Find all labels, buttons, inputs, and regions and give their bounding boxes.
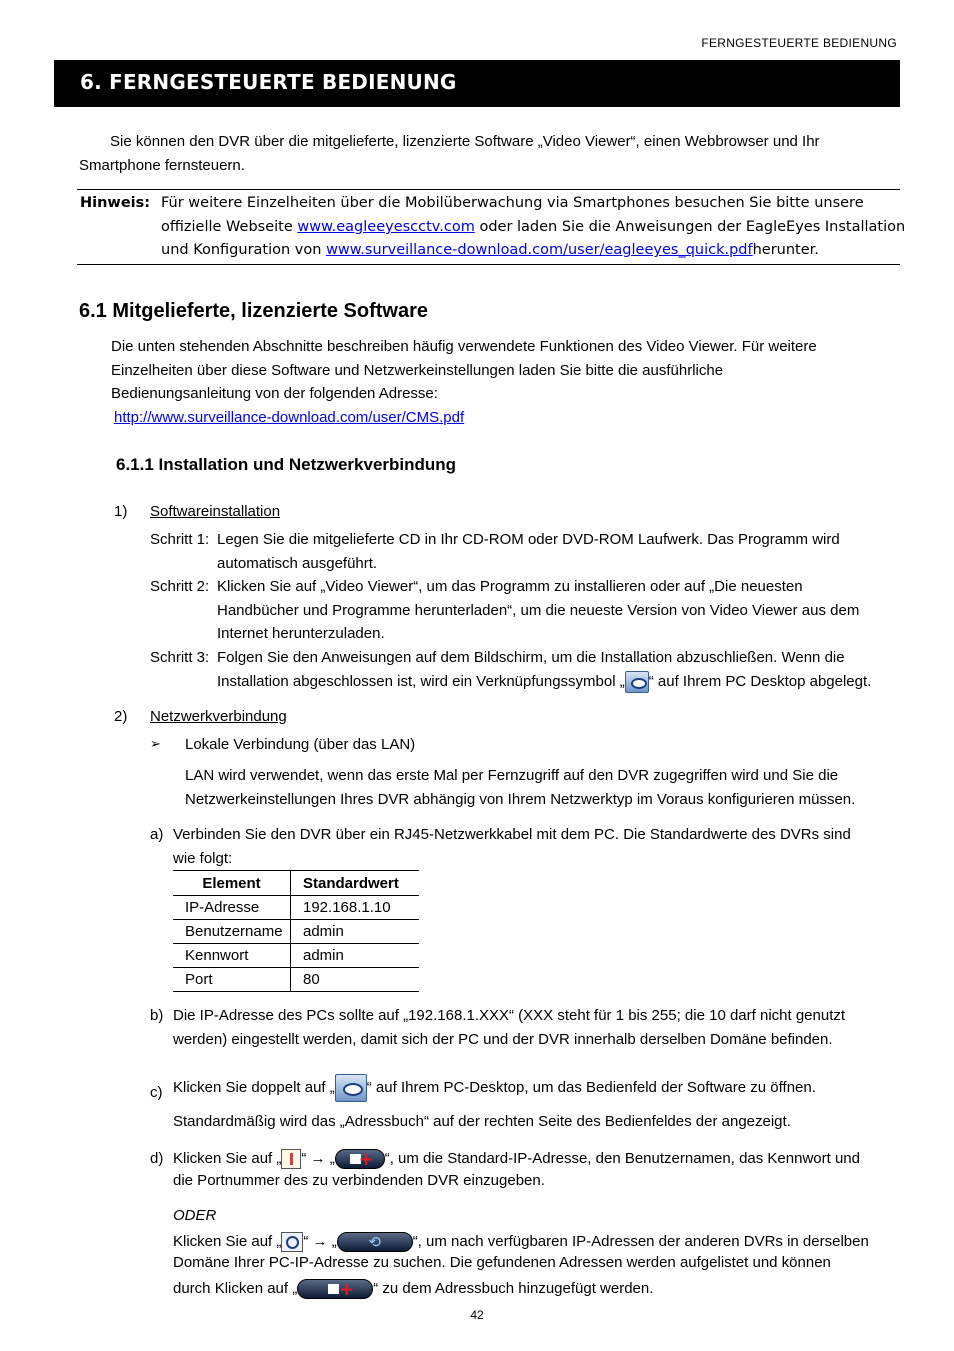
add-to-address-book-icon: + [297,1279,373,1299]
step-c-text: Klicken Sie doppelt auf „ [173,1079,335,1096]
note-line-1: Für weitere Einzelheiten über die Mobilüberwachung via Smartphones besuchen Sie bitte unsere [161,195,864,211]
item-1-title: Softwareinstallation [150,503,281,520]
step-1-line-1: Legen Sie die mitgelieferte CD in Ihr CD-ROM oder DVD-ROM Laufwerk. Das Programm wird [217,531,840,548]
table-cell: Port [173,968,291,992]
item-2-number: 2) [114,708,128,725]
step-b-line-1: Die IP-Adresse des PCs sollte auf „192.168.1.XXX“ (XXX steht für 1 bis 255; die 10 darf nicht genutzt [173,1007,846,1024]
search-icon [281,1232,303,1252]
step-1-label: Schritt 1: [150,531,210,548]
step-e-text: “ zu dem Adressbuch hinzugefügt werden. [373,1280,654,1297]
step-3-text: Installation abgeschlossen ist, wird ein Verknüpfungssymbol „ [217,673,625,690]
step-e-line-1 [173,1230,869,1254]
table-header-element: Element [173,871,291,896]
cms-manual-link[interactable]: http://www.surveillance-download.com/user/CMS.pdf [114,409,465,426]
running-header: FERNGESTEUERTE BEDIENUNG [701,36,897,50]
step-c-text: “ auf Ihrem PC-Desktop, um das Bedienfeld der Software zu öffnen. [366,1079,816,1096]
chapter-title-bar [54,60,900,107]
eagleeyes-quick-guide-link[interactable]: www.surveillance-download.com/user/eagleeyes_quick.pdf [326,242,753,258]
table-cell: 80 [291,968,420,992]
step-2-line-3: Internet herunterzuladen. [217,625,385,642]
lan-line-2: Netzwerkeinstellungen Ihres DVR abhängig von Ihrem Netzwerktyp im Voraus konfigurieren müssen. [185,791,856,808]
step-d-line-1 [173,1147,860,1171]
section-6-1-line-1: Die unten stehenden Abschnitte beschreiben häufig verwendete Funktionen des Video Viewer. Für weitere [111,338,817,355]
table-cell: admin [291,920,420,944]
section-6-1-line-2: Einzelheiten über diese Software und Netzwerkeinstellungen laden Sie bitte die ausführliche [111,362,724,379]
step-3-text: “ auf Ihrem PC Desktop abgelegt. [648,673,872,690]
lan-line-1: LAN wird verwendet, wenn das erste Mal per Fernzugriff auf den DVR zugegriffen wird und Sie die [185,767,839,784]
step-a-line-2: wie folgt: [173,850,233,867]
lan-subtitle: Lokale Verbindung (über das LAN) [185,736,416,753]
table-row [173,896,419,920]
step-d-line-2: die Portnummer des zu verbindenden DVR einzugeben. [173,1172,545,1189]
step-e-line-3 [173,1277,653,1301]
video-viewer-shortcut-icon [625,671,649,693]
step-2-line-1: Klicken Sie auf „Video Viewer“, um das Programm zu installieren oder auf „Die neuesten [217,578,803,595]
note-bottom-rule [77,264,900,265]
item-2-title: Netzwerkverbindung [150,708,287,725]
note-label: Hinweis: [80,195,151,211]
table-header-default: Standardwert [291,871,420,896]
step-a-line-1: Verbinden Sie den DVR über ein RJ45-Netzwerkkabel mit dem PC. Die Standardwerte des DVRs sind [173,826,851,843]
table-cell: admin [291,944,420,968]
table-row [173,920,419,944]
table-cell: Benutzername [173,920,291,944]
note-line-2 [161,216,905,240]
step-c-line-2: Standardmäßig wird das „Adressbuch“ auf der rechten Seite des Bedienfeldes der angezeigt. [173,1113,791,1130]
intro-line-2: Smartphone fernsteuern. [79,157,245,174]
table-cell: IP-Adresse [173,896,291,920]
section-6-1-title: 6.1 Mitgelieferte, lizenzierte Software [79,300,428,322]
step-b-label: b) [150,1007,164,1024]
step-c-line-1 [173,1072,816,1104]
step-3-label: Schritt 3: [150,649,210,666]
table-row [173,944,419,968]
step-a-label: a) [150,826,164,843]
bullet-arrow-icon: ➢ [150,737,161,752]
add-dvr-icon: + [335,1149,385,1169]
step-3-line-2 [217,670,871,694]
step-e-line-2: Domäne Ihrer PC-IP-Adresse zu suchen. Die gefundenen Adressen werden aufgelistet und können [173,1254,831,1271]
chapter-title: 6. FERNGESTEUERTE BEDIENUNG [80,70,457,94]
note-text: herunter. [752,242,819,258]
table-row [173,968,419,992]
section-6-1-line-3: Bedienungsanleitung von der folgenden Adresse: [111,385,438,402]
note-text: und Konfiguration von [161,242,327,258]
step-2-label: Schritt 2: [150,578,210,595]
step-d-text: “ → „ [301,1150,335,1167]
step-b-line-2: werden) eingestellt werden, damit sich der PC und der DVR innerhalb derselben Domäne befinden. [173,1031,833,1048]
intro-line-1: Sie können den DVR über die mitgelieferte, lizenzierte Software „Video Viewer“, einen Webbrowser und Ihr [110,133,820,150]
step-d-text: “, um die Standard-IP-Adresse, den Benutzernamen, das Kennwort und [384,1150,860,1167]
step-d-label: d) [150,1150,164,1167]
note-top-rule [77,189,900,190]
item-1-number: 1) [114,503,128,520]
note-text: offizielle Webseite [161,219,298,235]
step-e-text: “, um nach verfügbaren IP-Adressen der anderen DVRs in derselben [412,1233,869,1250]
step-e-text: Klicken Sie auf „ [173,1233,282,1250]
table-header-row [173,871,419,896]
eagleeyes-website-link[interactable]: www.eagleeyescctv.com [297,219,475,235]
table-cell: 192.168.1.10 [291,896,420,920]
note-line-3 [161,239,819,263]
note-text: oder laden Sie die Anweisungen der EagleEyes Installation [474,219,906,235]
default-values-table [173,870,419,992]
step-3-line-1: Folgen Sie den Anweisungen auf dem Bildschirm, um die Installation abzuschließen. Wenn die [217,649,845,666]
step-e-text: “ → „ [303,1233,337,1250]
section-6-1-1-title: 6.1.1 Installation und Netzwerkverbindung [116,455,457,474]
video-viewer-shortcut-icon [335,1074,367,1102]
address-book-icon [281,1149,301,1169]
step-1-line-2: automatisch ausgeführt. [217,555,378,572]
page-number: 42 [470,1308,484,1322]
table-cell: Kennwort [173,944,291,968]
step-d-text: Klicken Sie auf „ [173,1150,282,1167]
step-c-label: c) [150,1084,163,1101]
step-2-line-2: Handbücher und Programme herunterladen“, um die neueste Version von Video Viewer aus dem [217,602,860,619]
step-e-text: durch Klicken auf „ [173,1280,298,1297]
oder-label: ODER [173,1207,217,1224]
refresh-search-icon: ⟲ [337,1232,413,1252]
